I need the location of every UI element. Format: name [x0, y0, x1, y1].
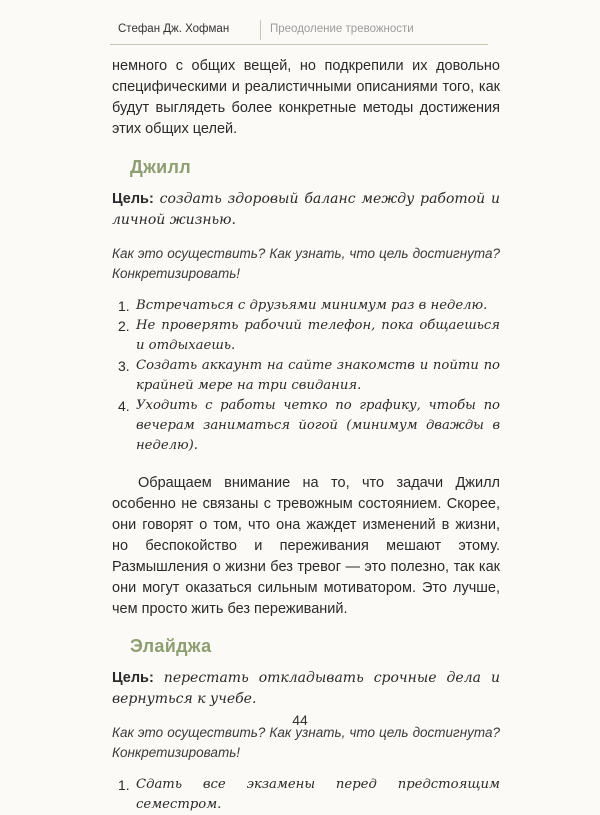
task-text: Сдать все экзамены перед предстоящим семестром. [136, 777, 500, 812]
task-item [118, 396, 500, 456]
goal-label: Цель: [112, 191, 154, 207]
task-text: Не проверять рабочий телефон, пока общаешься и отдыхаешь. [136, 318, 500, 353]
header-author: Стефан Дж. Хофман [118, 23, 230, 35]
task-text: Встречаться с друзьями минимум раз в неделю. [136, 298, 488, 313]
goal-elijah [112, 668, 500, 710]
task-number: 3. [118, 358, 130, 374]
task-number: 4. [118, 398, 130, 414]
running-header [110, 16, 488, 45]
page-number: 44 [292, 712, 308, 728]
task-item [118, 356, 500, 396]
task-text: Уходить с работы четко по графику, чтобы по вечерам заниматься йогой (минимум дважды в неделю). [136, 398, 500, 453]
question-elijah: Как это осуществить? Как узнать, что цель достигнута? Конкретизировать! [112, 725, 500, 760]
task-list-jill [112, 296, 500, 456]
section-heading-jill: Джилл [130, 157, 192, 177]
task-number: 2. [118, 318, 130, 334]
task-text: Создать аккаунт на сайте знакомств и пойти по крайней мере на три свидания. [136, 358, 500, 393]
task-number: 1. [118, 777, 130, 793]
section-heading-elijah: Элайджа [130, 636, 212, 656]
intro-paragraph: немного с общих вещей, но подкрепили их довольно специфическими и реалистичными описаниями того, как будут выглядеть более конкретные методы достижения этих общих целей. [112, 58, 500, 137]
goal-label: Цель: [112, 670, 154, 686]
analysis-paragraph: Обращаем внимание на то, что задачи Джилл особенно не связаны с тревожным состоянием. Скорее, они говорят о том, что она жаждет изменений в жизни, но беспокойство и переживания мешают этому. Размышления о жизни без тревог — это полезно, так как они могут оказаться сильным мотиватором. Это лучше, чем просто жить без переживаний. [112, 475, 500, 617]
task-list-elijah [112, 775, 500, 815]
task-item [118, 775, 500, 815]
goal-text: создать здоровый баланс между работой и личной жизнью. [112, 191, 500, 228]
task-number: 1. [118, 298, 130, 314]
task-item [118, 296, 500, 316]
page-content [112, 56, 500, 815]
goal-jill [112, 189, 500, 231]
header-separator [260, 20, 261, 40]
goal-text: перестать откладывать срочные дела и вернуться к учебе. [112, 670, 500, 707]
task-item [118, 316, 500, 356]
header-book-title: Преодоление тревожности [270, 23, 414, 35]
question-jill: Как это осуществить? Как узнать, что цель достигнута? Конкретизировать! [112, 246, 500, 281]
